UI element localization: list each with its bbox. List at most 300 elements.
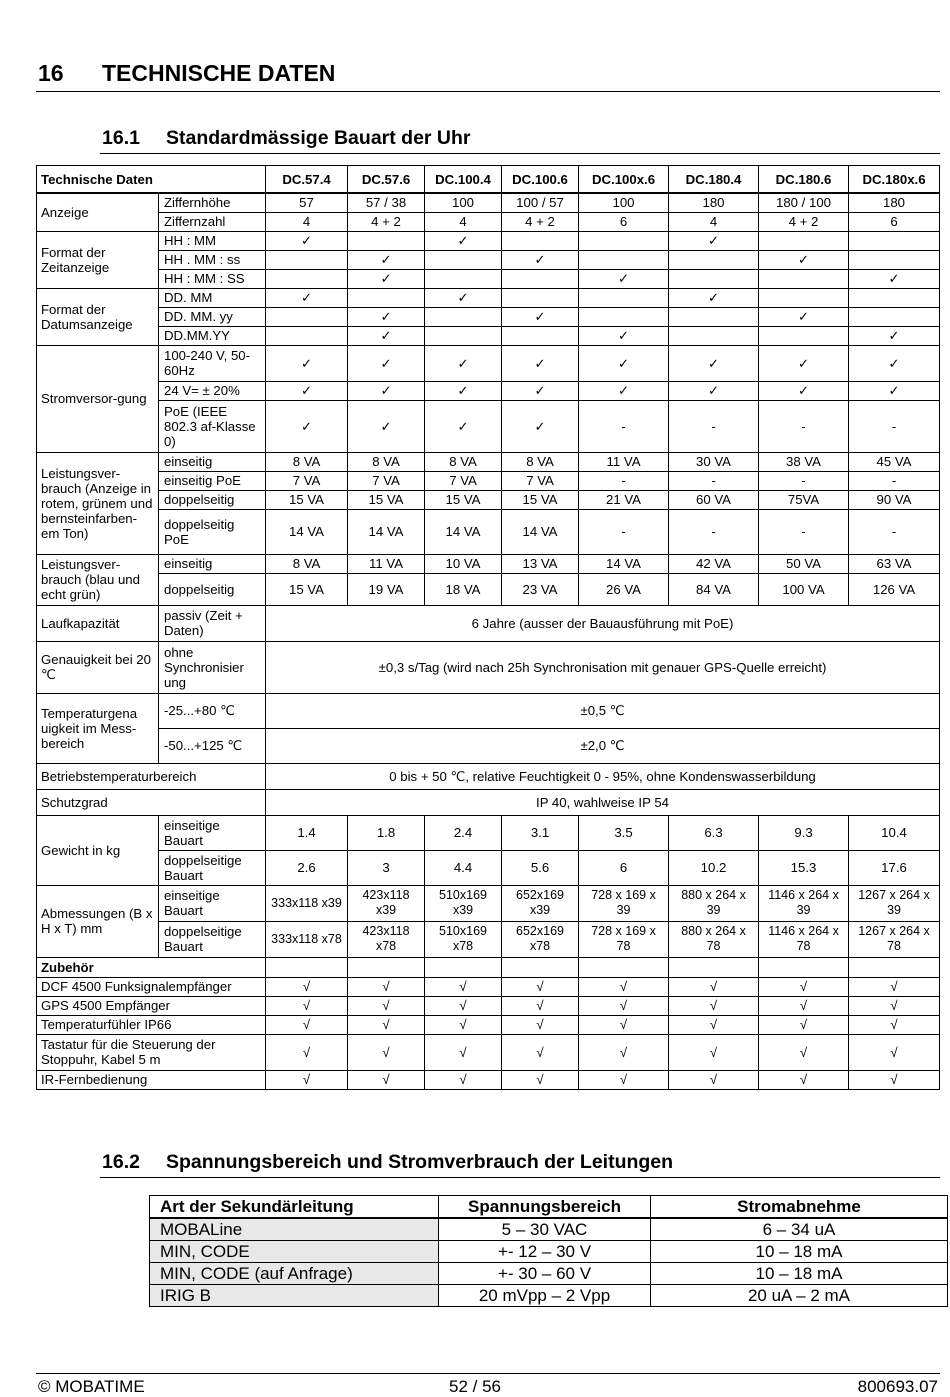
check-cell: √ — [759, 996, 849, 1015]
value-cell: ✓ — [266, 345, 348, 381]
check-cell: √ — [579, 977, 669, 996]
value-cell: - — [579, 400, 669, 452]
value-cell: 510x169 x78 — [425, 921, 502, 957]
value-cell — [266, 307, 348, 326]
check-cell: √ — [759, 1015, 849, 1034]
value-cell: 4 — [425, 212, 502, 231]
row-sub-label: 24 V= ± 20% — [159, 381, 266, 400]
accessory-row — [37, 1070, 940, 1089]
table-row — [37, 381, 940, 400]
value-cell: ✓ — [579, 269, 669, 288]
value-cell: 15 VA — [348, 490, 425, 509]
footer-page-number: 52 / 56 — [449, 1377, 501, 1396]
value-cell: ✓ — [759, 250, 849, 269]
check-cell: √ — [849, 996, 940, 1015]
value-cell: 7 VA — [348, 471, 425, 490]
value-cell: 4 — [669, 212, 759, 231]
check-cell: √ — [502, 1034, 579, 1070]
header-model: DC.180.6 — [759, 166, 849, 194]
accessory-label: GPS 4500 Empfänger — [37, 996, 266, 1015]
section-heading-1 — [102, 127, 471, 150]
section-title: Standardmässige Bauart der Uhr — [166, 127, 471, 149]
row-sub-label: doppelseitig PoE — [159, 509, 266, 554]
value-cell: ✓ — [348, 381, 425, 400]
value-cell: 38 VA — [759, 452, 849, 471]
value-cell — [669, 269, 759, 288]
table-row — [37, 452, 940, 471]
check-cell: √ — [266, 977, 348, 996]
table-header-row — [37, 166, 940, 194]
table-row — [37, 693, 940, 728]
value-cell: 5.6 — [502, 850, 579, 885]
check-cell: √ — [266, 996, 348, 1015]
value-cell — [579, 307, 669, 326]
value-cell: ✓ — [348, 307, 425, 326]
value-cell: 652x169 x39 — [502, 885, 579, 921]
value-cell: 510x169 x39 — [425, 885, 502, 921]
table-row — [37, 193, 940, 212]
row-sub-label: einseitig PoE — [159, 471, 266, 490]
value-cell: 3.5 — [579, 815, 669, 850]
value-cell: ✓ — [579, 345, 669, 381]
value-cell — [425, 307, 502, 326]
lines-value-cell: +- 12 – 30 V — [439, 1241, 651, 1263]
row-group-label: Leistungsver-brauch (blau und echt grün) — [37, 554, 159, 605]
value-cell: ✓ — [266, 231, 348, 250]
value-cell: 333x118 x39 — [266, 885, 348, 921]
value-cell: 333x118 x78 — [266, 921, 348, 957]
value-cell: 423x118 x39 — [348, 885, 425, 921]
value-cell: ✓ — [266, 381, 348, 400]
value-cell — [849, 250, 940, 269]
row-group-label: Abmessungen (B x H x T) mm — [37, 885, 159, 957]
row-sub-label: DD.MM.YY — [159, 326, 266, 345]
value-cell: 7 VA — [266, 471, 348, 490]
header-model: DC.180.4 — [669, 166, 759, 194]
check-cell: √ — [849, 1034, 940, 1070]
lines-row — [150, 1263, 948, 1285]
value-cell: 1267 x 264 x 78 — [849, 921, 940, 957]
value-cell — [266, 250, 348, 269]
value-cell — [425, 269, 502, 288]
check-cell: √ — [502, 977, 579, 996]
value-cell: 14 VA — [425, 509, 502, 554]
value-cell: ✓ — [759, 307, 849, 326]
lines-value-cell: 5 – 30 VAC — [439, 1218, 651, 1241]
accessory-label: Temperaturfühler IP66 — [37, 1015, 266, 1034]
value-cell: 11 VA — [579, 452, 669, 471]
value-cell — [669, 307, 759, 326]
value-cell: 2.4 — [425, 815, 502, 850]
table-row — [37, 728, 940, 763]
value-cell: ✓ — [849, 345, 940, 381]
secondary-lines-table — [149, 1195, 948, 1307]
row-group-label: Format der Zeitanzeige — [37, 231, 159, 288]
value-cell: 63 VA — [849, 554, 940, 573]
accessories-title-row — [37, 957, 940, 977]
value-cell: ✓ — [579, 381, 669, 400]
section-number: 16.1 — [102, 127, 140, 149]
row-sub-label: DD. MM. yy — [159, 307, 266, 326]
value-cell: 6 — [579, 850, 669, 885]
value-cell: 17.6 — [849, 850, 940, 885]
row-sub-label: PoE (IEEE 802.3 af-Klasse 0) — [159, 400, 266, 452]
check-cell: √ — [502, 1015, 579, 1034]
value-cell: 4 — [266, 212, 348, 231]
check-cell: √ — [348, 1034, 425, 1070]
line-type-cell: IRIG B — [150, 1285, 439, 1307]
value-cell: 652x169 x78 — [502, 921, 579, 957]
check-cell: √ — [348, 1070, 425, 1089]
row-sub-label: einseitig — [159, 452, 266, 471]
value-cell: 15 VA — [266, 490, 348, 509]
row-label: Betriebstemperaturbereich — [37, 763, 266, 789]
value-cell: 4 + 2 — [502, 212, 579, 231]
row-sub-label: doppelseitig — [159, 490, 266, 509]
value-cell: 1267 x 264 x 39 — [849, 885, 940, 921]
table-row — [37, 288, 940, 307]
row-sub-label: 100-240 V, 50-60Hz — [159, 345, 266, 381]
technical-data-table — [36, 165, 940, 1090]
value-cell: 1146 x 264 x 78 — [759, 921, 849, 957]
table-row — [37, 326, 940, 345]
value-cell: ✓ — [669, 381, 759, 400]
value-cell: 11 VA — [348, 554, 425, 573]
value-cell: - — [669, 471, 759, 490]
value-cell: ✓ — [348, 345, 425, 381]
row-sub-label: HH : MM — [159, 231, 266, 250]
value-cell: ✓ — [266, 288, 348, 307]
lines-value-cell: 10 – 18 mA — [651, 1241, 948, 1263]
table-row — [37, 250, 940, 269]
header-technische-daten: Technische Daten — [37, 166, 266, 194]
check-cell: √ — [669, 1070, 759, 1089]
row-sub-label: -25...+80 ℃ — [159, 693, 266, 728]
check-cell: √ — [348, 977, 425, 996]
check-cell: √ — [759, 977, 849, 996]
empty-cell — [266, 957, 348, 977]
header-model: DC.57.6 — [348, 166, 425, 194]
check-cell: √ — [425, 996, 502, 1015]
check-cell: √ — [579, 1034, 669, 1070]
value-cell — [579, 250, 669, 269]
row-sub-label: einseitige Bauart — [159, 885, 266, 921]
line-type-cell: MIN, CODE (auf Anfrage) — [150, 1263, 439, 1285]
row-group-label: Laufkapazität — [37, 605, 159, 641]
value-cell: 180 — [669, 193, 759, 212]
value-cell: 42 VA — [669, 554, 759, 573]
table-row — [37, 231, 940, 250]
value-cell: 19 VA — [348, 573, 425, 605]
value-cell: 90 VA — [849, 490, 940, 509]
value-cell: ✓ — [425, 231, 502, 250]
value-cell: 423x118 x78 — [348, 921, 425, 957]
value-cell: 8 VA — [266, 452, 348, 471]
value-cell — [266, 269, 348, 288]
accessory-label: Tastatur für die Steuerung der Stoppuhr, Kabel 5 m — [37, 1034, 266, 1070]
row-sub-label: Ziffernhöhe — [159, 193, 266, 212]
check-cell: √ — [266, 1034, 348, 1070]
value-cell — [502, 231, 579, 250]
value-cell: ✓ — [266, 400, 348, 452]
value-cell — [502, 326, 579, 345]
check-cell: √ — [669, 1034, 759, 1070]
value-cell: ✓ — [348, 250, 425, 269]
value-cell: - — [849, 471, 940, 490]
value-cell: 880 x 264 x 78 — [669, 921, 759, 957]
value-cell — [849, 231, 940, 250]
table-row — [37, 269, 940, 288]
value-cell: ✓ — [425, 400, 502, 452]
value-cell: - — [759, 471, 849, 490]
row-sub-label: einseitige Bauart — [159, 815, 266, 850]
check-cell: √ — [425, 1070, 502, 1089]
check-cell: √ — [849, 1015, 940, 1034]
value-cell: 180 — [849, 193, 940, 212]
check-cell: √ — [425, 1015, 502, 1034]
table-row — [37, 490, 940, 509]
value-cell: 3 — [348, 850, 425, 885]
lines-row — [150, 1241, 948, 1263]
value-cell: 23 VA — [502, 573, 579, 605]
value-cell: - — [669, 509, 759, 554]
table-row — [37, 763, 940, 789]
row-group-label: Gewicht in kg — [37, 815, 159, 885]
value-cell: 10 VA — [425, 554, 502, 573]
value-cell: 2.6 — [266, 850, 348, 885]
accessory-label: IR-Fernbedienung — [37, 1070, 266, 1089]
accessory-row — [37, 977, 940, 996]
value-cell: 45 VA — [849, 452, 940, 471]
value-cell: - — [579, 471, 669, 490]
value-cell: 880 x 264 x 39 — [669, 885, 759, 921]
value-cell: 728 x 169 x 78 — [579, 921, 669, 957]
empty-cell — [502, 957, 579, 977]
value-cell: 7 VA — [502, 471, 579, 490]
value-cell: 57 — [266, 193, 348, 212]
value-cell — [849, 288, 940, 307]
value-cell: 6 — [849, 212, 940, 231]
row-sub-label: passiv (Zeit + Daten) — [159, 605, 266, 641]
lines-header-cell: Spannungsbereich — [439, 1196, 651, 1219]
value-cell: - — [849, 400, 940, 452]
table-row — [37, 641, 940, 693]
value-cell: 21 VA — [579, 490, 669, 509]
value-cell: 3.1 — [502, 815, 579, 850]
value-cell: ✓ — [759, 345, 849, 381]
table-row — [37, 573, 940, 605]
value-cell: 1146 x 264 x 39 — [759, 885, 849, 921]
value-cell: ✓ — [348, 269, 425, 288]
check-cell: √ — [669, 977, 759, 996]
value-cell: - — [579, 509, 669, 554]
row-sub-label: HH : MM : SS — [159, 269, 266, 288]
value-cell: 728 x 169 x 39 — [579, 885, 669, 921]
value-cell: 14 VA — [579, 554, 669, 573]
row-sub-label: doppelseitige Bauart — [159, 921, 266, 957]
row-sub-label: HH . MM : ss — [159, 250, 266, 269]
value-cell: 13 VA — [502, 554, 579, 573]
chapter-number: 16 — [38, 60, 64, 86]
row-group-label: Leistungsver-brauch (Anzeige in rotem, grünem und bernsteinfarben-em Ton) — [37, 452, 159, 554]
value-cell: ✓ — [502, 400, 579, 452]
lines-header-cell: Art der Sekundärleitung — [150, 1196, 439, 1219]
lines-value-cell: +- 30 – 60 V — [439, 1263, 651, 1285]
table-row — [37, 921, 940, 957]
check-cell: √ — [759, 1070, 849, 1089]
value-cell: 180 / 100 — [759, 193, 849, 212]
value-cell — [502, 288, 579, 307]
table-row — [37, 471, 940, 490]
header-model: DC.100.4 — [425, 166, 502, 194]
merged-value-cell: 0 bis + 50 ℃, relative Feuchtigkeit 0 - 95%, ohne Kondenswasserbildung — [266, 763, 940, 789]
table-row — [37, 400, 940, 452]
row-sub-label: -50...+125 ℃ — [159, 728, 266, 763]
lines-value-cell: 20 uA – 2 mA — [651, 1285, 948, 1307]
value-cell: ✓ — [348, 326, 425, 345]
header-model: DC.100x.6 — [579, 166, 669, 194]
chapter-title: TECHNISCHE DATEN — [102, 60, 336, 86]
value-cell: 50 VA — [759, 554, 849, 573]
table-row — [37, 605, 940, 641]
table-row — [37, 554, 940, 573]
check-cell: √ — [669, 1015, 759, 1034]
value-cell: 15.3 — [759, 850, 849, 885]
value-cell: ✓ — [849, 381, 940, 400]
header-model: DC.100.6 — [502, 166, 579, 194]
value-cell: ✓ — [502, 345, 579, 381]
accessories-title: Zubehör — [37, 957, 266, 977]
footer-doc-number: 800693.07 — [857, 1377, 938, 1396]
check-cell: √ — [849, 1070, 940, 1089]
check-cell: √ — [425, 977, 502, 996]
lines-header-row — [150, 1196, 948, 1219]
value-cell: 57 / 38 — [348, 193, 425, 212]
value-cell: 100 — [425, 193, 502, 212]
value-cell: 18 VA — [425, 573, 502, 605]
section-title: Spannungsbereich und Stromverbrauch der Leitungen — [166, 1151, 674, 1173]
merged-value-cell: IP 40, wahlweise IP 54 — [266, 789, 940, 815]
accessory-label: DCF 4500 Funksignalempfänger — [37, 977, 266, 996]
merged-value-cell: ±0,5 ℃ — [266, 693, 940, 728]
check-cell: √ — [348, 1015, 425, 1034]
check-cell: √ — [579, 996, 669, 1015]
value-cell: 15 VA — [266, 573, 348, 605]
value-cell: - — [669, 400, 759, 452]
check-cell: √ — [579, 1015, 669, 1034]
lines-row — [150, 1218, 948, 1241]
value-cell — [579, 231, 669, 250]
value-cell — [502, 269, 579, 288]
section-rule-2 — [100, 1177, 940, 1178]
chapter-heading — [38, 60, 335, 87]
table-row — [37, 850, 940, 885]
value-cell — [266, 326, 348, 345]
section-rule-1 — [100, 153, 940, 154]
row-sub-label: ohne Synchronisier ung — [159, 641, 266, 693]
value-cell: ✓ — [579, 326, 669, 345]
value-cell — [669, 326, 759, 345]
footer-copyright: © MOBATIME — [38, 1377, 145, 1396]
row-sub-label: doppelseitig — [159, 573, 266, 605]
table-row — [37, 815, 940, 850]
value-cell: 8 VA — [502, 452, 579, 471]
lines-value-cell: 6 – 34 uA — [651, 1218, 948, 1241]
value-cell — [348, 288, 425, 307]
check-cell: √ — [579, 1070, 669, 1089]
value-cell — [759, 269, 849, 288]
value-cell: 60 VA — [669, 490, 759, 509]
row-sub-label: DD. MM — [159, 288, 266, 307]
value-cell: - — [849, 509, 940, 554]
value-cell: 8 VA — [425, 452, 502, 471]
empty-cell — [348, 957, 425, 977]
check-cell: √ — [348, 996, 425, 1015]
row-sub-label: doppelseitige Bauart — [159, 850, 266, 885]
value-cell: 8 VA — [348, 452, 425, 471]
value-cell — [579, 288, 669, 307]
value-cell — [759, 288, 849, 307]
value-cell: 126 VA — [849, 573, 940, 605]
check-cell: √ — [425, 1034, 502, 1070]
table-row — [37, 212, 940, 231]
value-cell: 10.2 — [669, 850, 759, 885]
row-group-label: Stromversor-gung — [37, 345, 159, 452]
value-cell — [348, 231, 425, 250]
row-group-label: Anzeige — [37, 193, 159, 231]
value-cell: 9.3 — [759, 815, 849, 850]
value-cell: 75VA — [759, 490, 849, 509]
row-group-label: Genauigkeit bei 20 ℃ — [37, 641, 159, 693]
value-cell: ✓ — [669, 231, 759, 250]
value-cell: 30 VA — [669, 452, 759, 471]
value-cell: 100 VA — [759, 573, 849, 605]
table-row — [37, 345, 940, 381]
value-cell: 14 VA — [502, 509, 579, 554]
section-heading-2 — [102, 1151, 673, 1174]
value-cell: 15 VA — [425, 490, 502, 509]
value-cell: 10.4 — [849, 815, 940, 850]
value-cell — [425, 250, 502, 269]
line-type-cell: MIN, CODE — [150, 1241, 439, 1263]
merged-value-cell: ±0,3 s/Tag (wird nach 25h Synchronisation mit genauer GPS-Quelle erreicht) — [266, 641, 940, 693]
check-cell: √ — [266, 1015, 348, 1034]
value-cell — [759, 326, 849, 345]
line-type-cell: MOBALine — [150, 1218, 439, 1241]
value-cell: ✓ — [425, 381, 502, 400]
value-cell: 100 — [579, 193, 669, 212]
header-model: DC.57.4 — [266, 166, 348, 194]
value-cell — [849, 307, 940, 326]
accessory-row — [37, 1034, 940, 1070]
check-cell: √ — [266, 1070, 348, 1089]
value-cell: 4 + 2 — [759, 212, 849, 231]
value-cell: 1.8 — [348, 815, 425, 850]
value-cell: 7 VA — [425, 471, 502, 490]
table-row — [37, 885, 940, 921]
value-cell: 1.4 — [266, 815, 348, 850]
lines-value-cell: 10 – 18 mA — [651, 1263, 948, 1285]
empty-cell — [669, 957, 759, 977]
value-cell — [759, 231, 849, 250]
table-row — [37, 307, 940, 326]
chapter-rule — [36, 91, 940, 92]
value-cell: 15 VA — [502, 490, 579, 509]
empty-cell — [849, 957, 940, 977]
table-row — [37, 789, 940, 815]
value-cell: 8 VA — [266, 554, 348, 573]
value-cell: ✓ — [425, 288, 502, 307]
